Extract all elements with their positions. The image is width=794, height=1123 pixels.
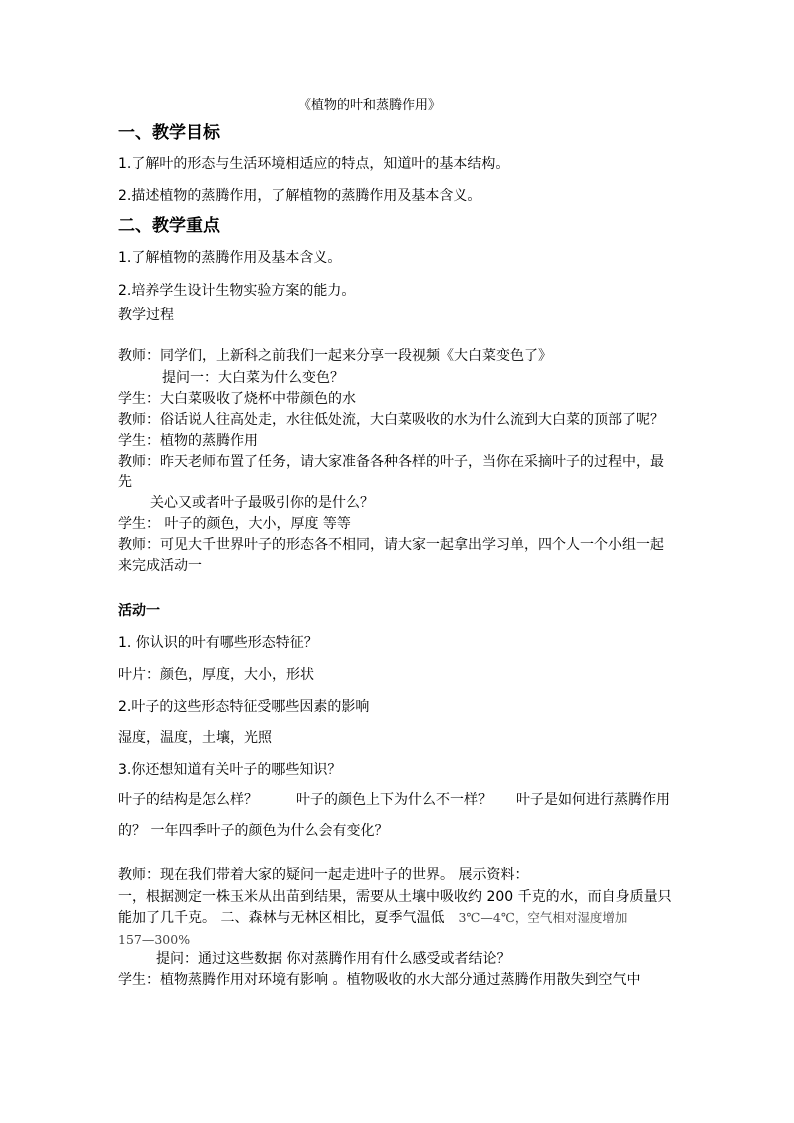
dialogue-line: 关心又或者叶子最吸引你的是什么？ [150,495,374,511]
teacher-line: 教师：现在我们带着大家的疑问一起走进叶子的世界。 展示资料： [118,867,529,883]
document-title: 《植物的叶和蒸腾作用》 [298,98,442,113]
section-heading-key-points: 二、教学重点 [118,216,220,236]
dialogue-line: 先 [118,474,132,490]
dialogue-line: 来完成活动一 [118,558,202,574]
dialogue-line: 教师：同学们，上新科之前我们一起来分享一段视频《大白菜变色了》 [118,348,552,364]
data-part: 3℃—4℃，空气相对湿度增加 [458,910,628,925]
dialogue-line: 学生： 叶子的颜色，大小，厚度 等等 [118,516,351,532]
key-point-item: 2.培养学生设计生物实验方案的能力。 [118,283,356,299]
dialogue-line: 教师：可见大千世界叶子的形态各不相同，请大家一起拿出学习单，四个人一个小组一起 [118,537,664,553]
data-part: 能加了几千克。 二、森林与无林区相比，夏季气温低 [118,910,445,926]
activity-answer-line: 的？ 一年四季叶子的颜色为什么会有变化？ [118,823,389,839]
activity-question: 1. 你认识的叶有哪些形态特征？ [118,635,318,651]
activity-answer: 叶片：颜色，厚度，大小，形状 [118,667,314,683]
dialogue-line: 学生：植物的蒸腾作用 [118,433,258,449]
section-heading-objectives: 一、教学目标 [118,123,220,143]
activity-question: 2.叶子的这些形态特征受哪些因素的影响 [118,699,370,715]
question-line: 提问：通过这些数据 你对蒸腾作用有什么感受或者结论？ [156,951,511,967]
answer-part: 叶子的结构是怎么样？ [118,792,258,808]
student-line: 学生：植物蒸腾作用对环境有影响 。植物吸收的水大部分通过蒸腾作用散失到空气中 [118,972,641,988]
activity-heading: 活动一 [118,603,160,619]
key-point-item: 1.了解植物的蒸腾作用及基本含义。 [118,250,342,266]
objective-item: 1.了解叶的形态与生活环境相适应的特点，知道叶的基本结构。 [118,156,510,172]
dialogue-line: 教师：昨天老师布置了任务，请大家准备各种各样的叶子，当你在采摘叶子的过程中，最 [118,454,664,470]
activity-answer-line [118,790,670,810]
data-line: 157—300% [118,932,191,947]
activity-answer: 湿度，温度，土壤，光照 [118,730,272,746]
data-line: 一，根据测定一株玉米从出苗到结果，需要从土壤中吸收约 200 千克的水，而自身质量只 [118,889,672,905]
objective-item: 2.描述植物的蒸腾作用，了解植物的蒸腾作用及基本含义。 [118,188,482,204]
dialogue-line: 教师：俗话说人往高处走，水往低处流，大白菜吸收的水为什么流到大白菜的顶部了呢？ [118,412,664,428]
dialogue-line: 提问一：大白菜为什么变色？ [162,370,344,386]
dialogue-line: 学生：大白菜吸收了烧杯中带颜色的水 [118,391,356,407]
activity-question: 3.你还想知道有关叶子的哪些知识？ [118,762,342,778]
answer-part: 叶子的颜色上下为什么不一样？ [296,792,492,808]
process-label: 教学过程 [118,307,174,323]
data-line [118,908,627,928]
answer-part: 叶子是如何进行蒸腾作用 [516,792,670,808]
